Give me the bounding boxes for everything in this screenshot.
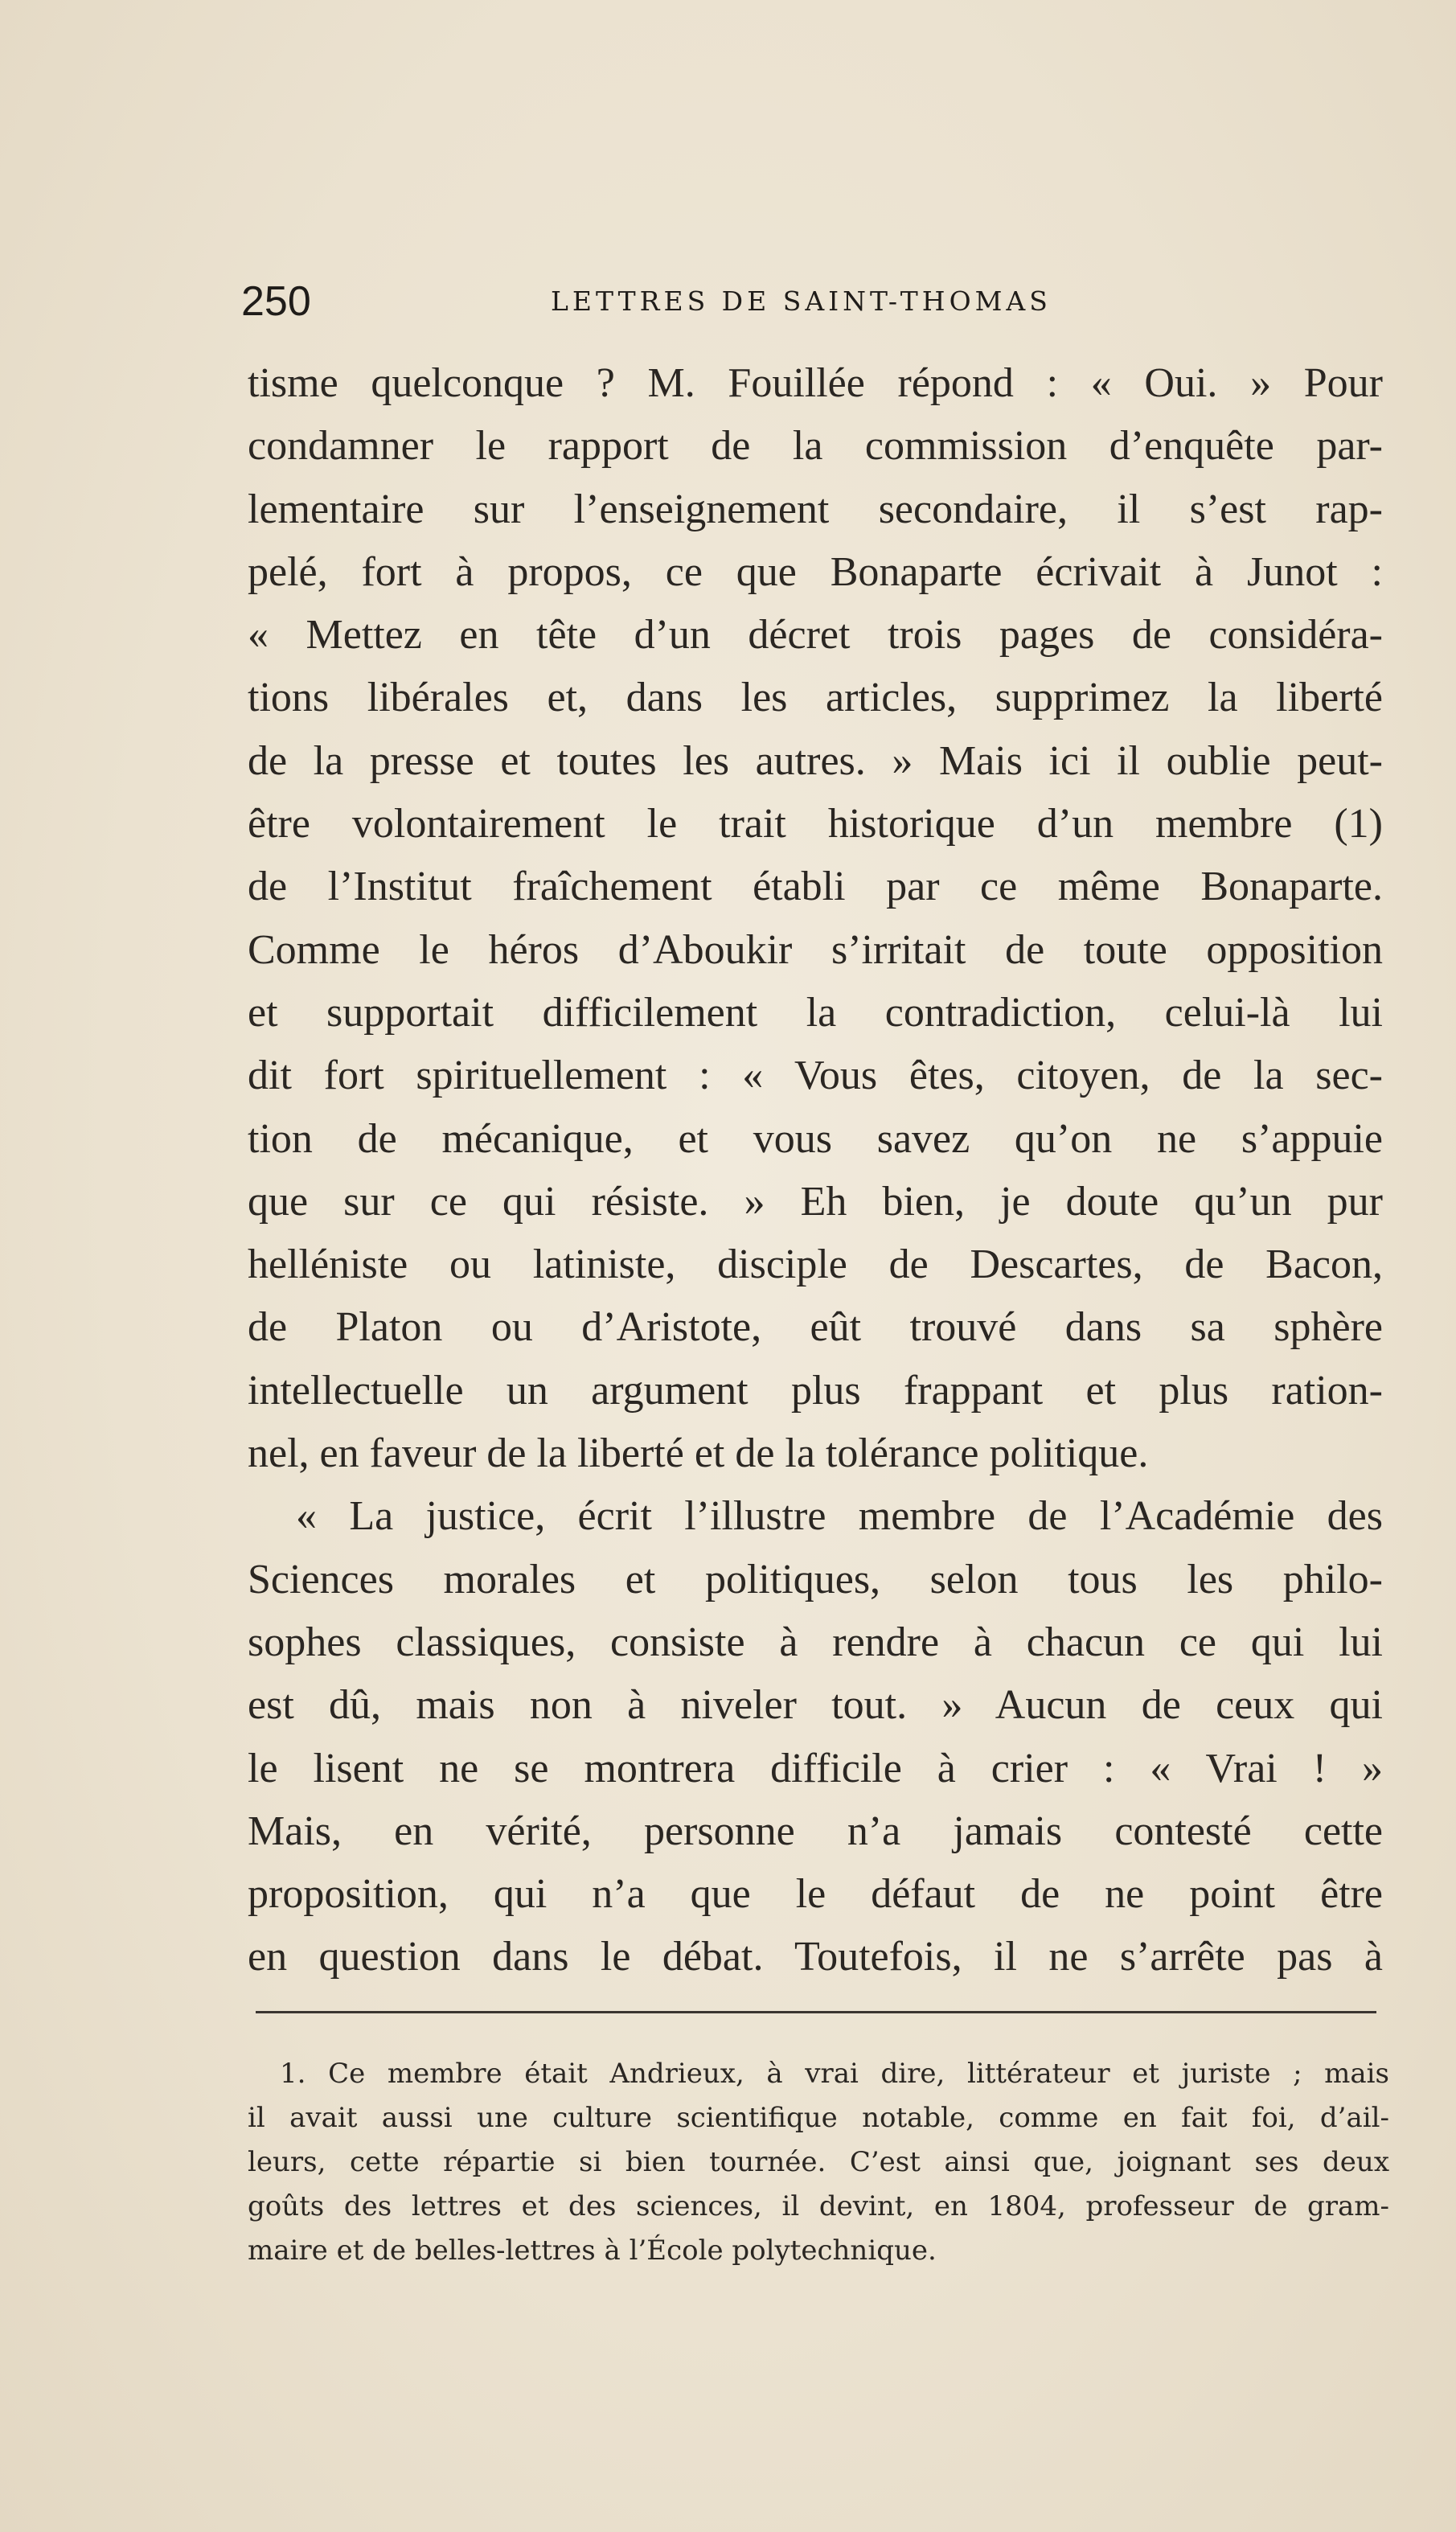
body-line: et supportait difficilement la contradiction, celui-là lui [248,989,1383,1036]
body-line: tions libérales et, dans les articles, supprimez la liberté [248,675,1383,721]
page-number: 250 [241,278,311,325]
body-line: Comme le héros d’Aboukir s’irritait de toute opposition [248,926,1383,973]
body-line: que sur ce qui résiste. » Eh bien, je doute qu’un pur [248,1178,1383,1225]
footnote-divider [256,2011,1376,2013]
footnote-line: leurs, cette répartie si bien tournée. C’est ainsi que, joignant ses deux [248,2146,1389,2178]
body-line: en question dans le débat. Toutefois, il ne s’arrête pas à [248,1934,1383,1980]
body-line: Mais, en vérité, personne n’a jamais contesté cette [248,1808,1383,1854]
body-line-paragraph-start: « La justice, écrit l’illustre membre de l’Académie des [296,1493,1383,1540]
body-line: être volontairement le trait historique d’un membre (1) [248,801,1383,847]
body-line: le lisent ne se montrera difficile à crier : « Vrai ! » [248,1745,1383,1791]
footnote-line: 1. Ce membre était Andrieux, à vrai dire, littérateur et juriste ; mais [280,2058,1389,2090]
body-line: pelé, fort à propos, ce que Bonaparte écrivait à Junot : [248,548,1383,595]
footnote-line: maire et de belles-lettres à l’École polytechnique. [248,2234,937,2267]
body-text [248,352,1383,1989]
body-line: tion de mécanique, et vous savez qu’on ne s’appuie [248,1115,1383,1162]
body-line: condamner le rapport de la commission d’enquête par- [248,423,1383,470]
body-line: Sciences morales et politiques, selon tous les philo- [248,1556,1383,1603]
body-line: nel, en faveur de la liberté et de la tolérance politique. [248,1430,1149,1477]
body-line: intellectuelle un argument plus frappant et plus ration- [248,1367,1383,1414]
body-line: helléniste ou latiniste, disciple de Descartes, de Bacon, [248,1241,1383,1288]
body-line: « Mettez en tête d’un décret trois pages de considéra- [248,612,1383,659]
body-line: sophes classiques, consiste à rendre à chacun ce qui lui [248,1619,1383,1665]
body-line: de Platon ou d’Aristote, eût trouvé dans sa sphère [248,1304,1383,1351]
body-line: de la presse et toutes les autres. » Mais ici il oublie peut- [248,737,1383,784]
body-line: dit fort spirituellement : « Vous êtes, citoyen, de la sec- [248,1053,1383,1099]
body-line: de l’Institut fraîchement établi par ce même Bonaparte. [248,864,1383,910]
body-line: proposition, qui n’a que le défaut de ne point être [248,1871,1383,1918]
footnote-line: il avait aussi une culture scientifique notable, comme en fait foi, d’ail- [248,2102,1389,2134]
body-line: lementaire sur l’enseignement secondaire, il s’est rap- [248,486,1383,532]
body-line: tisme quelconque ? M. Fouillée répond : « Oui. » Pour [248,360,1383,406]
body-line: est dû, mais non à niveler tout. » Aucun de ceux qui [248,1682,1383,1729]
page-header [241,273,1238,330]
footnote [248,2052,1389,2273]
running-head: LETTRES DE SAINT-THOMAS [551,285,1052,317]
footnote-line: goûts des lettres et des sciences, il devint, en 1804, professeur de gram- [248,2190,1389,2222]
